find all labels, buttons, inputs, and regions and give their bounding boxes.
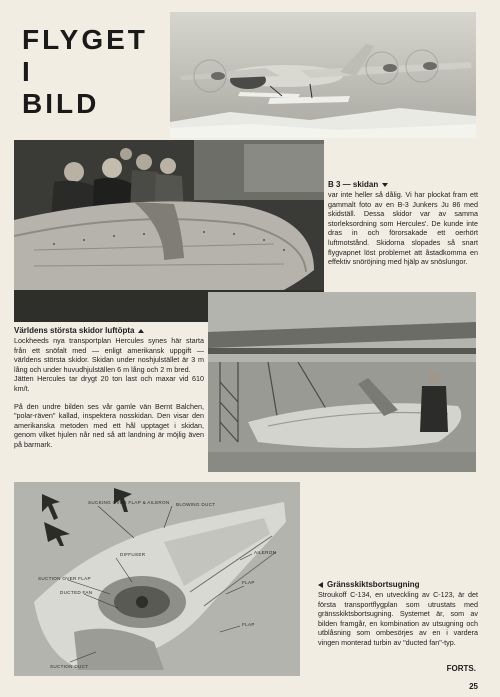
caption-skis-text-2: Jätten Hercules tar drygt 20 ton last och maxar vid 610 km/t. [14,374,204,393]
diagram-label-diffuser: DIFFUSER [120,552,146,557]
caption-skis-heading: Världens största skidor luftöpta [14,326,204,336]
diagram-label-flap-2: FLAP [242,622,255,627]
caption-skis-text-1: Lockheeds nya transportplan Hercules synes här starta från ett snöfalt med — enligt amerikansk uppgift — världens största skidor. Skidan under noshjulstället är 3 m lång och under huvudhjulställen 6 m lång och 2 m bred. [14,336,204,374]
diagram-label-ducted-fan: DUCTED FAN [60,590,93,595]
arrow-up-icon [138,329,144,333]
diagram-label-suction-duct: SUCTION DUCT [50,664,89,669]
caption-skis [14,326,204,450]
page-number: 25 [469,682,478,691]
diagram-label-blowing-duct: BLOWING DUCT [176,502,216,507]
caption-skis-text-3: På den undre bilden ses vår gamle vän Bernt Balchen, "polar-räven" kallad, inspektera nosskidan. Den visar den amerikanska metoden med ett hål upptaget i skidan, genom vilket hjulen når ned så att landning är möjlig även på barmark. [14,401,204,449]
diagram-label-suck-blow: SUCKING OVER FLAP & AILERON [88,500,170,505]
title-line-3: BILD [22,88,100,119]
caption-b3-text: var inte heller så dålig. Vi har plockat fram ett gammalt foto av en B-3 Junkers Ju 86 med skidställ. Dessa skidor var av samma storleksordning som Hercules'. De kunde inte dras in och förorsakade ett oerhört luftmotstånd. Skidorna slopades så snart flygvapnet löst problemet att åstadkomma en effektiv snöröjning med hjälp av snöslungor. [328,190,478,267]
arrow-down-icon [382,183,388,187]
title-line-2: I [22,56,33,87]
caption-b3 [328,180,478,267]
diagram-label-suction-over-flap: SUCTION OVER FLAP [38,576,91,581]
diagram-label-flap-1: FLAP [242,580,255,585]
caption-bls-text: Stroukoff C-134, en utveckling av C-123, är det första transportflygplan som utrustats med gränsskiktsbortsugning. Systemet är, som av bilden framgår, en kombination av utsugning och utblåsning som ombesörjes av en i vardera vingen monterad turbin av "ducted fan"-typ. [318,590,478,647]
diagram-boundary-layer [14,482,300,676]
diagram-label-aileron: AILERON [254,550,277,555]
title-line-1: FLYGET [22,24,148,55]
caption-boundary-layer [318,580,478,648]
forts-label: FORTS. [446,664,476,673]
caption-b3-heading: B 3 — skidan [328,180,478,190]
photo-b3-junkers-ski [208,292,476,472]
arrow-left-icon [318,582,323,588]
page-title [22,24,162,120]
photo-hercules-flight [170,12,476,138]
caption-bls-heading: Gränsskiktsbortsugning [318,580,478,590]
